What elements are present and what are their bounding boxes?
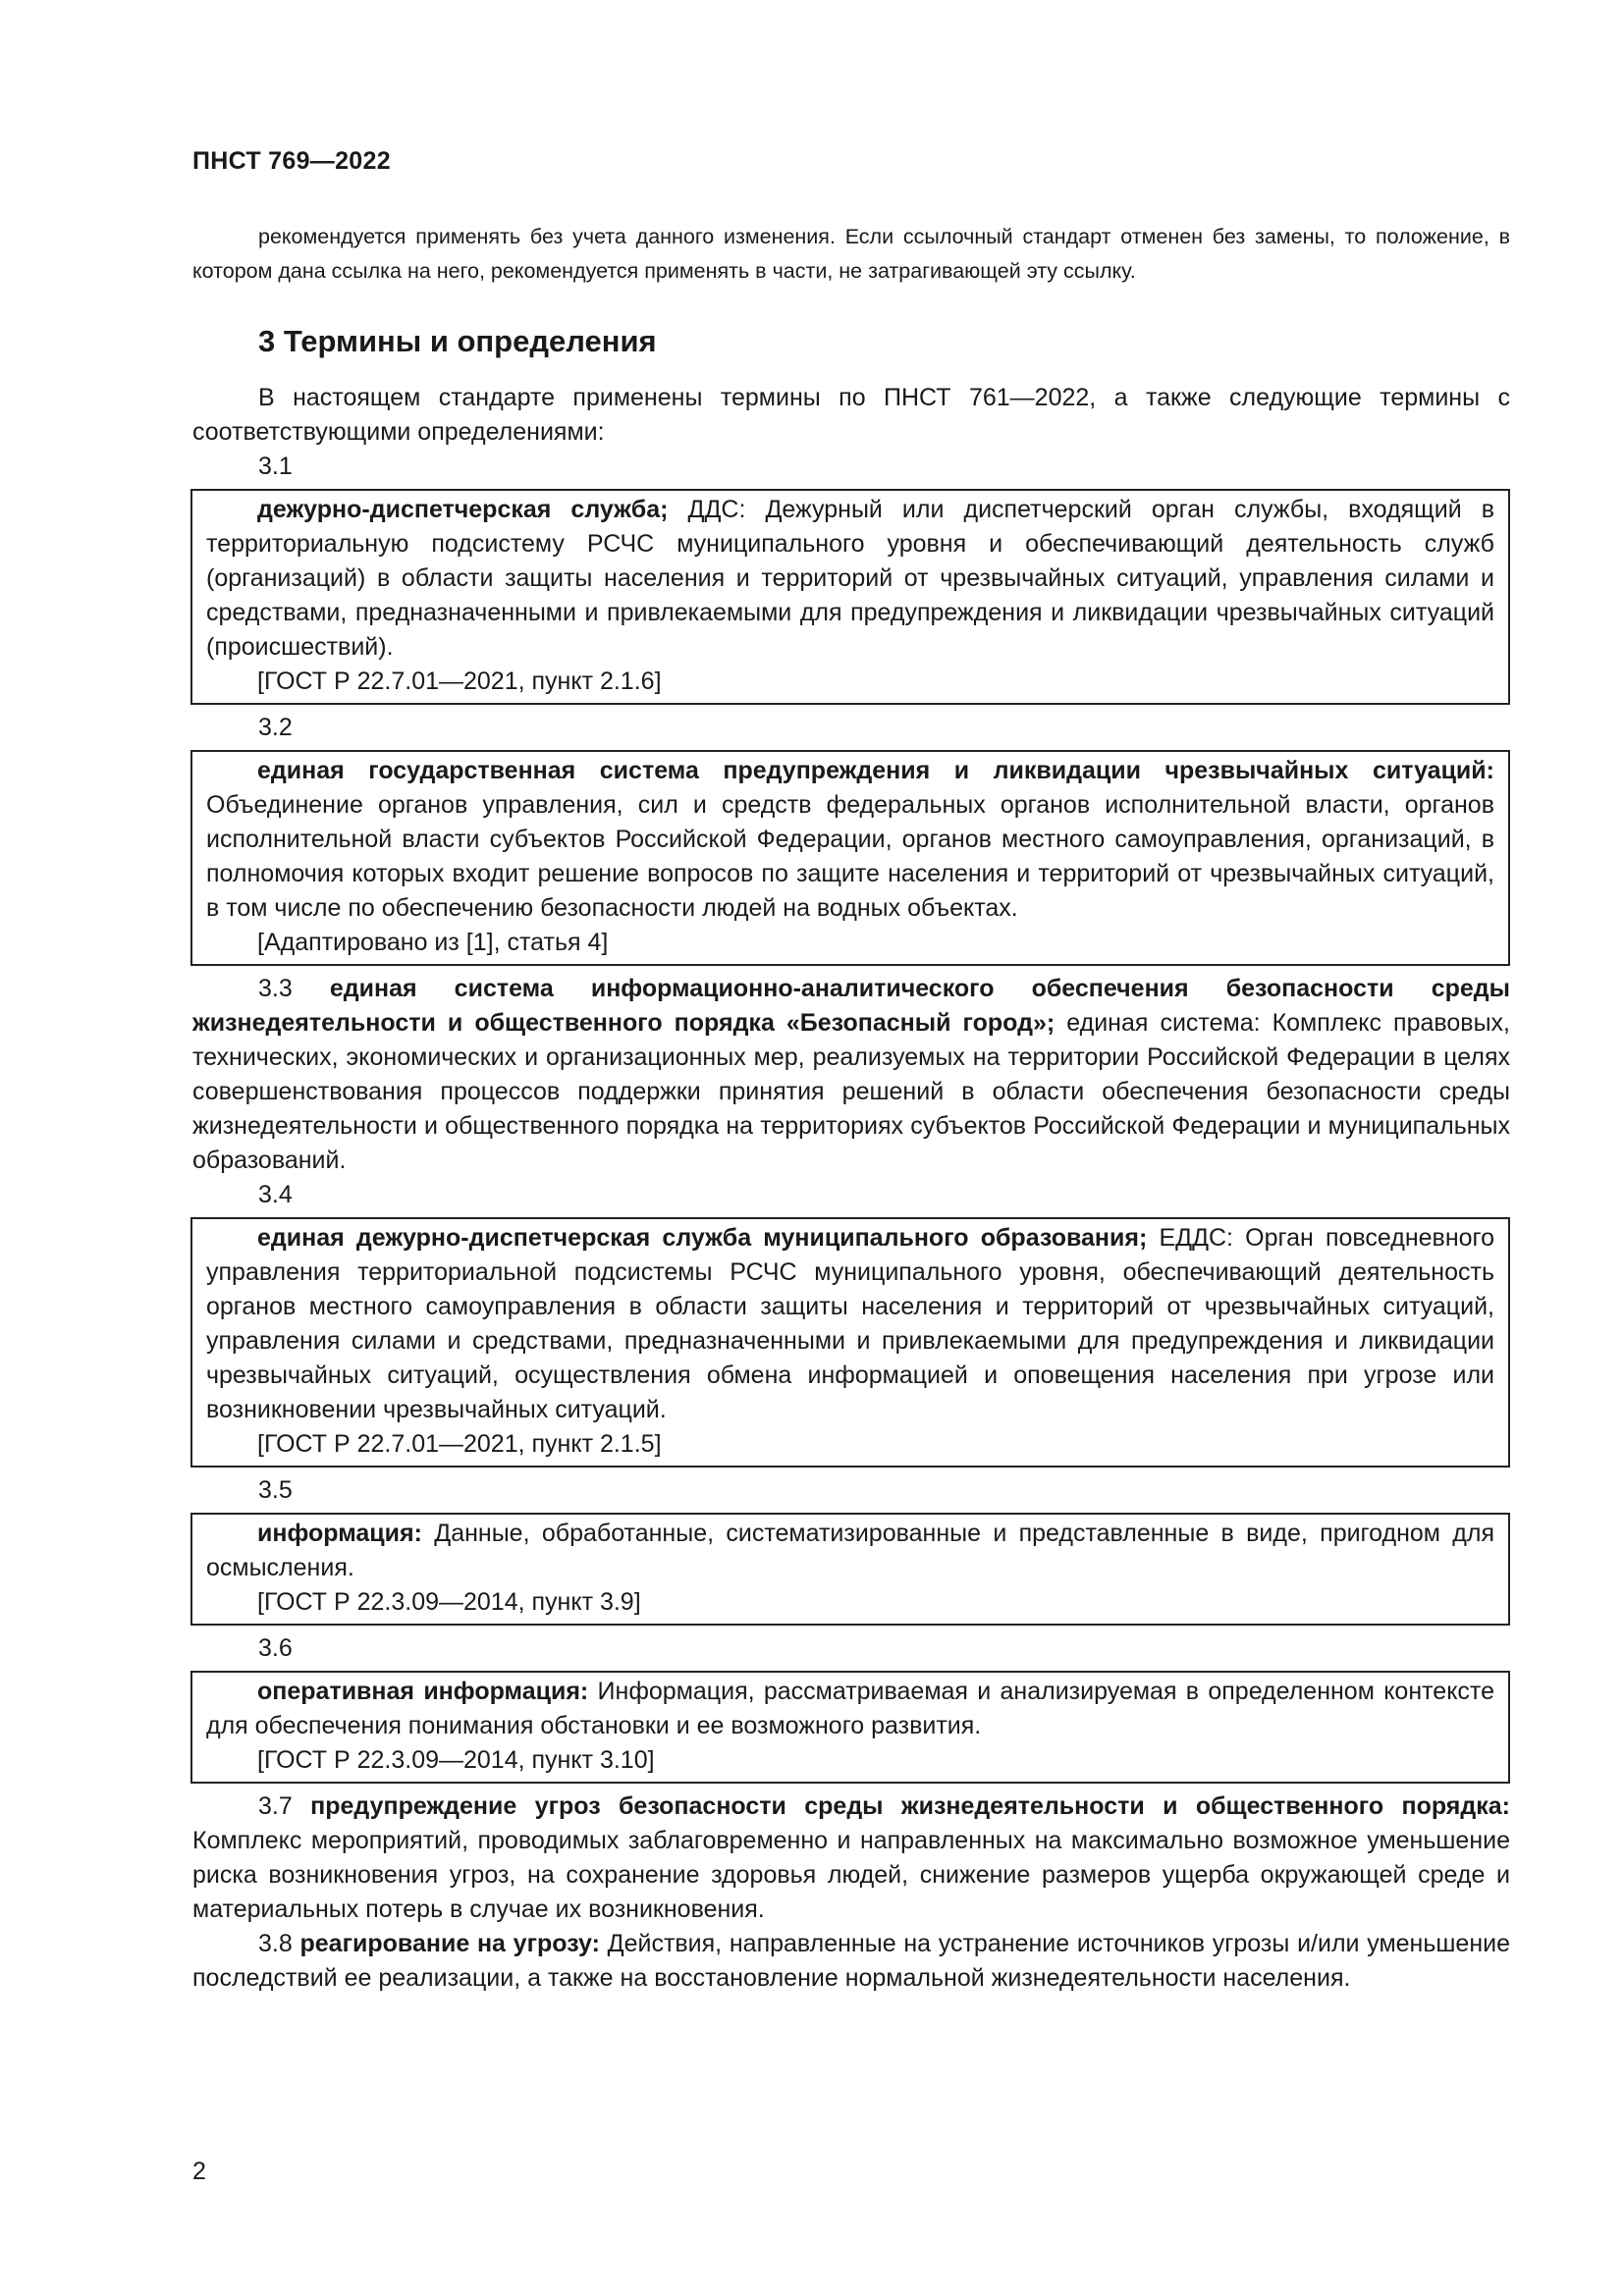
term-paragraph-3-3 bbox=[192, 972, 1510, 1178]
term-number-3-4: 3.4 bbox=[258, 1181, 293, 1208]
term-definition-text: Данные, обработанные, систематизированные и представленные в виде, пригодном для осмысления. bbox=[206, 1520, 1494, 1581]
term-box-3-1 bbox=[190, 489, 1510, 705]
term-definition-text: Объединение органов управления, сил и средств федеральных органов исполнительной власти, органов исполнительной власти субъектов Российской Федерации, органов местного самоуправления, организаций, в полномочия которых входит решение вопросов по защите населения и территорий от чрезвычайных ситуаций, в том числе по обеспечению безопасности людей на водных объектах. bbox=[206, 791, 1494, 922]
term-source: [Адаптировано из [1], статья 4] bbox=[257, 929, 609, 956]
term-definition bbox=[206, 493, 1494, 665]
term-name: единая система информационно-аналитического обеспечения безопасности среды жизнедеятельности и общественного порядка «Безопасный город»; bbox=[192, 975, 1510, 1037]
term-name: информация: bbox=[257, 1520, 422, 1547]
term-box-3-2 bbox=[190, 750, 1510, 966]
term-definition-text: ЕДДС: Орган повседневного управления территориальной подсистемы РСЧС муниципального уровня, обеспечивающий деятельность органов местного самоуправления в области защиты населения и территорий от чрезвычайных ситуаций, управления силами и средствами, предназначенными и привлекаемыми для предупреждения и ликвидации чрезвычайных ситуаций, осуществления обмена информацией и оповещения населения при угрозе или возникновении чрезвычайных ситуаций. bbox=[206, 1224, 1495, 1423]
term-definition-text: ДДС: Дежурный или диспетчерский орган службы, входящий в территориальную подсистему РСЧС муниципального уровня и обеспечивающий деятельность служб (организаций) в области защиты населения и территорий от чрезвычайных ситуаций, управления силами и средствами, предназначенными и привлекаемыми для предупреждения и ликвидации чрезвычайных ситуаций (происшествий). bbox=[206, 496, 1494, 661]
term-number-3-5: 3.5 bbox=[258, 1476, 293, 1504]
document-id-header: ПНСТ 769—2022 bbox=[192, 147, 391, 175]
term-name: предупреждение угроз безопасности среды жизнедеятельности и общественного порядка: bbox=[310, 1792, 1510, 1820]
term-number-3-2: 3.2 bbox=[258, 714, 293, 741]
term-name: реагирование на угрозу: bbox=[299, 1930, 600, 1957]
term-source: [ГОСТ Р 22.3.09—2014, пункт 3.10] bbox=[257, 1746, 655, 1774]
term-definition bbox=[206, 1221, 1494, 1427]
term-number: 3.7 bbox=[258, 1792, 293, 1820]
term-definition bbox=[206, 1675, 1494, 1743]
term-definition-text: Действия, направленные на устранение источников угрозы и/или уменьшение последствий ее реализации, а также на восстановление нормальной жизнедеятельности населения. bbox=[192, 1930, 1510, 1992]
term-box-3-6 bbox=[190, 1671, 1510, 1784]
term-source: [ГОСТ Р 22.3.09—2014, пункт 3.9] bbox=[257, 1588, 641, 1616]
intro-paragraph: рекомендуется применять без учета данного изменения. Если ссылочный стандарт отменен без замены, то положение, в котором дана ссылка на него, рекомендуется применять в части, не затрагивающей эту ссылку. bbox=[192, 225, 1510, 283]
page-content bbox=[192, 220, 1510, 1996]
term-name: единая дежурно-диспетчерская служба муниципального образования; bbox=[257, 1224, 1148, 1252]
term-paragraph-3-7 bbox=[192, 1789, 1510, 1927]
term-name: единая государственная система предупреждения и ликвидации чрезвычайных ситуаций: bbox=[257, 757, 1494, 784]
term-definition-text: Информация, рассматриваемая и анализируемая в определенном контексте для обеспечения понимания обстановки и ее возможного развития. bbox=[206, 1678, 1494, 1739]
term-source: [ГОСТ Р 22.7.01—2021, пункт 2.1.5] bbox=[257, 1430, 662, 1458]
section-title: 3 Термины и определения bbox=[258, 324, 657, 358]
term-definition-text: Комплекс мероприятий, проводимых заблаговременно и направленных на максимально возможное уменьшение риска возникновения угроз, на сохранение здоровья людей, снижение размеров ущерба окружающей среде и материальных потерь в случае их возникновения. bbox=[192, 1827, 1510, 1923]
term-definition bbox=[206, 1517, 1494, 1585]
term-number-3-1: 3.1 bbox=[258, 453, 293, 480]
term-source: [ГОСТ Р 22.7.01—2021, пункт 2.1.6] bbox=[257, 667, 662, 695]
term-number-3-6: 3.6 bbox=[258, 1634, 293, 1662]
term-definition bbox=[206, 754, 1494, 926]
page-number: 2 bbox=[192, 2158, 206, 2185]
term-box-3-4 bbox=[190, 1217, 1510, 1468]
section-lead: В настоящем стандарте применены термины по ПНСТ 761—2022, а также следующие термины с соответствующими определениями: bbox=[192, 384, 1510, 446]
term-box-3-5 bbox=[190, 1513, 1510, 1626]
term-number: 3.3 bbox=[258, 975, 293, 1002]
term-paragraph-3-8 bbox=[192, 1927, 1510, 1996]
term-number: 3.8 bbox=[258, 1930, 293, 1957]
term-name: оперативная информация: bbox=[257, 1678, 589, 1705]
term-definition-text: единая система: Комплекс правовых, технических, экономических и организационных мер, реализуемых на территории Российской Федерации в целях совершенствования процессов поддержки принятия решений в области обеспечения безопасности среды жизнедеятельности и общественного порядка на территориях субъектов Российской Федерации и муниципальных образований. bbox=[192, 1009, 1510, 1174]
term-name: дежурно-диспетчерская служба; bbox=[257, 496, 669, 523]
